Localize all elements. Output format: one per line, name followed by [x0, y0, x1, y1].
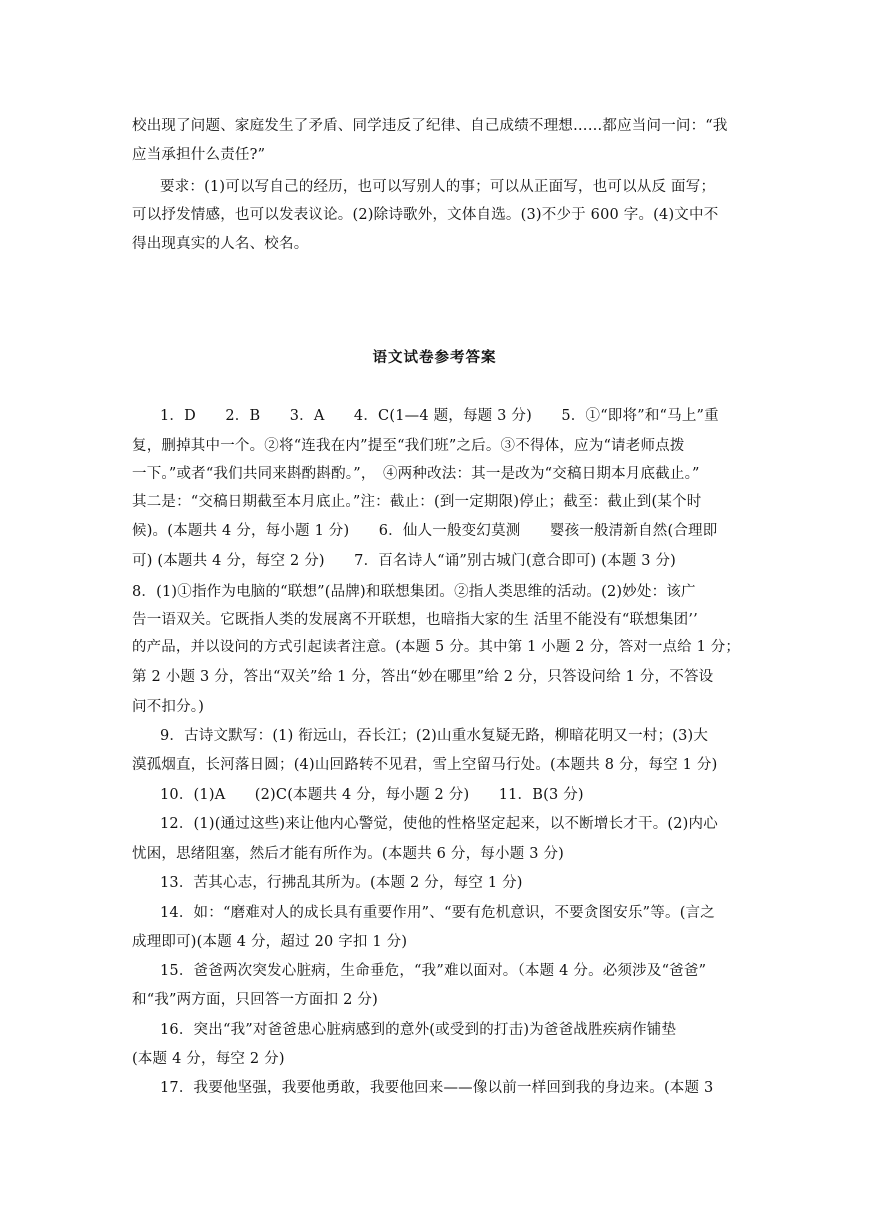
answer-line: 15．爸爸两次突发心脏病，生命垂危，“我”难以面对。（本题 4 分。必须涉及“爸爸”: [160, 963, 707, 979]
essay-line-1: 校出现了问题、家庭发生了矛盾、同学违反了纪律、自己成绩不理想……都应当问一问：“我: [132, 118, 728, 134]
answer-line: 成理即可)(本题 4 分，超过 20 字扣 1 分): [132, 934, 408, 950]
answer-line: 13．苦其心志，行拂乱其所为。(本题 2 分，每空 1 分): [160, 875, 523, 891]
essay-requirements-line-2: 可以抒发情感，也可以发表议论。(2)除诗歌外，文体自选。(3)不少于 600 字。(4)文中不: [132, 207, 719, 223]
answer-line: 告一语双关。它既指人类的发展离不开联想，也暗指大家的生 活里不能没有“联想集团’’: [132, 612, 698, 628]
answer-line: 14．如：“磨难对人的成长具有重要作用”、“要有危机意识，不要贪图安乐”等。(言之: [160, 905, 715, 921]
answer-line: 第 2 小题 3 分，答出“双关”给 1 分，答出“妙在哪里”给 2 分，只答设问给 1 分，不答设: [132, 669, 714, 685]
answer-line: 12．(1)(通过这些)来让他内心警觉，使他的性格坚定起来，以不断增长才干。(2)内心: [160, 816, 718, 832]
answer-line: 候)。(本题共 4 分，每小题 1 分) 6．仙人一般变幻莫测 婴孩一般清新自然(合理即: [132, 523, 718, 539]
answer-line: 问不扣分。): [132, 699, 205, 715]
answer-line: 17．我要他坚强，我要他勇敢，我要他回来——像以前一样回到我的身边来。(本题 3: [160, 1080, 714, 1096]
answer-line: (本题 4 分，每空 2 分): [132, 1051, 285, 1067]
essay-line-2: 应当承担什么责任?”: [132, 147, 266, 163]
answer-line: 一下。”或者“我们共同来斟酌斟酌。”， ④两种改法：其一是改为“交稿日期本月底截止。”: [132, 466, 700, 482]
answer-line: 的产品，并以设问的方式引起读者注意。(本题 5 分。其中第 1 小题 2 分，答对一点给 1 分；: [132, 639, 740, 655]
answer-line: 其二是：“交稿日期截至本月底止。”注：截止：(到一定期限)停止；截至：截止到(某个时: [132, 494, 702, 510]
answer-line: 漠孤烟直，长河落日圆；(4)山回路转不见君，雪上空留马行处。(本题共 8 分，每空 1 分): [132, 757, 718, 773]
answer-line: 9．古诗文默写：(1) 衔远山，吞长江；(2)山重水复疑无路，柳暗花明又一村；(3)大: [160, 728, 709, 744]
answer-line: 10．(1)A (2)C(本题共 4 分，每小题 2 分) 11．B(3 分): [160, 787, 584, 803]
answer-line: 复，删掉其中一个。②将“连我在内”提至“我们班”之后。③不得体，应为“请老师点拨: [132, 438, 685, 454]
answer-line: 16．突出“我”对爸爸患心脏病感到的意外(或受到的打击)为爸爸战胜疾病作铺垫: [160, 1022, 677, 1038]
answer-line: 8．(1)①指作为电脑的“联想”(品牌)和联想集团。②指人类思维的活动。(2)妙处：该广: [132, 584, 696, 600]
answers-title: 语文试卷参考答案: [372, 349, 497, 366]
answer-line: 忧困，思绪阻塞，然后才能有所作为。(本题共 6 分，每小题 3 分): [132, 846, 564, 862]
essay-requirements-line-3: 得出现真实的人名、校名。: [132, 236, 309, 252]
answer-line: 和“我”两方面，只回答一方面扣 2 分): [132, 992, 378, 1008]
answer-line: 1．D 2．B 3．A 4．C(1—4 题，每题 3 分) 5．①“即将”和“马上”重: [160, 408, 719, 424]
answer-line: 可) (本题共 4 分，每空 2 分) 7．百名诗人“诵”别古城门(意合即可) (本题 3 分): [132, 553, 676, 569]
essay-requirements-line-1: 要求：(1)可以写自己的经历，也可以写别人的事；可以从正面写，也可以从反 面写；: [160, 179, 716, 195]
